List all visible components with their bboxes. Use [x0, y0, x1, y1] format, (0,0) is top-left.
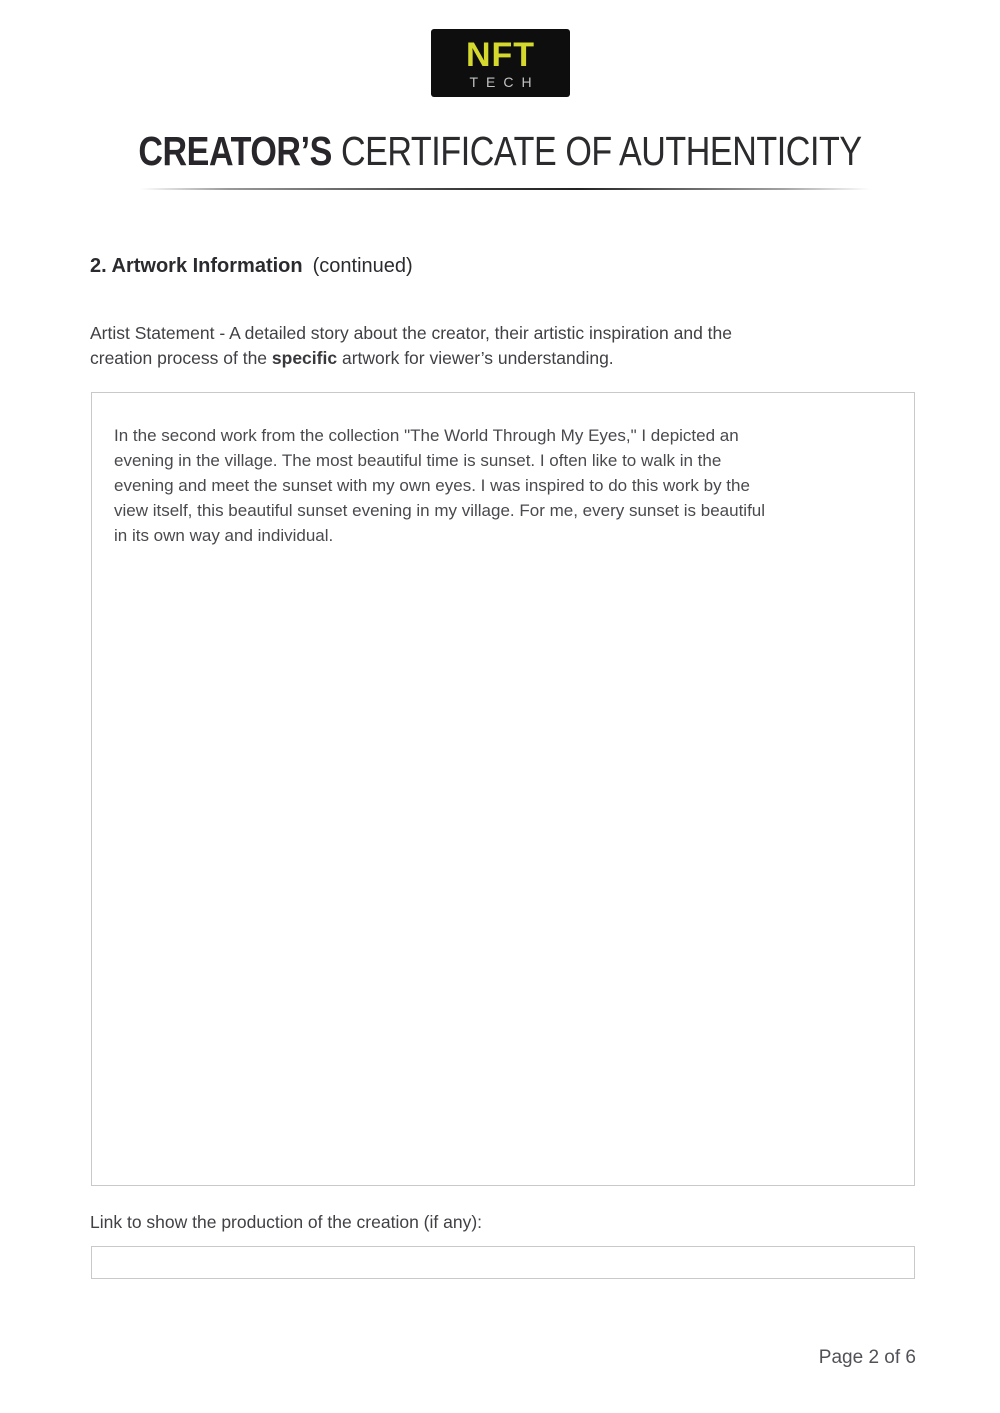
page-title-regular: CERTIFICATE OF AUTHENTICITY: [340, 128, 862, 174]
artist-statement-description-bold-word: specific: [271, 347, 338, 368]
section-heading: [90, 255, 413, 278]
artist-statement-description-line2-post: artwork for viewer’s understanding.: [337, 347, 614, 368]
artist-statement-text: [92, 393, 914, 548]
artist-statement-line: view itself, this beautiful sunset evening in my village. For me, every sunset is beautiful: [114, 501, 766, 520]
page-title: [85, 128, 915, 175]
artist-statement-line: in its own way and individual.: [114, 526, 334, 545]
artist-statement-description: [90, 321, 732, 370]
nft-tech-logo: [431, 29, 570, 97]
logo-nft-text: NFT: [465, 35, 536, 74]
logo-tech-text: TECH: [469, 73, 540, 90]
title-divider: [140, 188, 870, 190]
artist-statement-description-line2-pre: creation process of the: [90, 347, 272, 368]
section-heading-number-title: 2. Artwork Information: [90, 255, 303, 277]
artist-statement-description-line1: Artist Statement - A detailed story about the creator, their artistic inspiration and the: [90, 323, 733, 343]
production-link-input[interactable]: [91, 1246, 915, 1279]
artist-statement-line: In the second work from the collection "The World Through My Eyes," I depicted an: [114, 426, 739, 445]
section-heading-continued-note: (continued): [312, 255, 413, 277]
artist-statement-line: evening in the village. The most beautiful time is sunset. I often like to walk in the: [114, 451, 722, 470]
artist-statement-field[interactable]: [91, 392, 915, 1186]
page-number: Page 2 of 6: [818, 1347, 916, 1368]
artist-statement-line: evening and meet the sunset with my own eyes. I was inspired to do this work by the: [114, 476, 750, 495]
production-link-label: Link to show the production of the creation (if any):: [90, 1212, 483, 1232]
page-title-bold: CREATOR’S: [138, 128, 332, 174]
